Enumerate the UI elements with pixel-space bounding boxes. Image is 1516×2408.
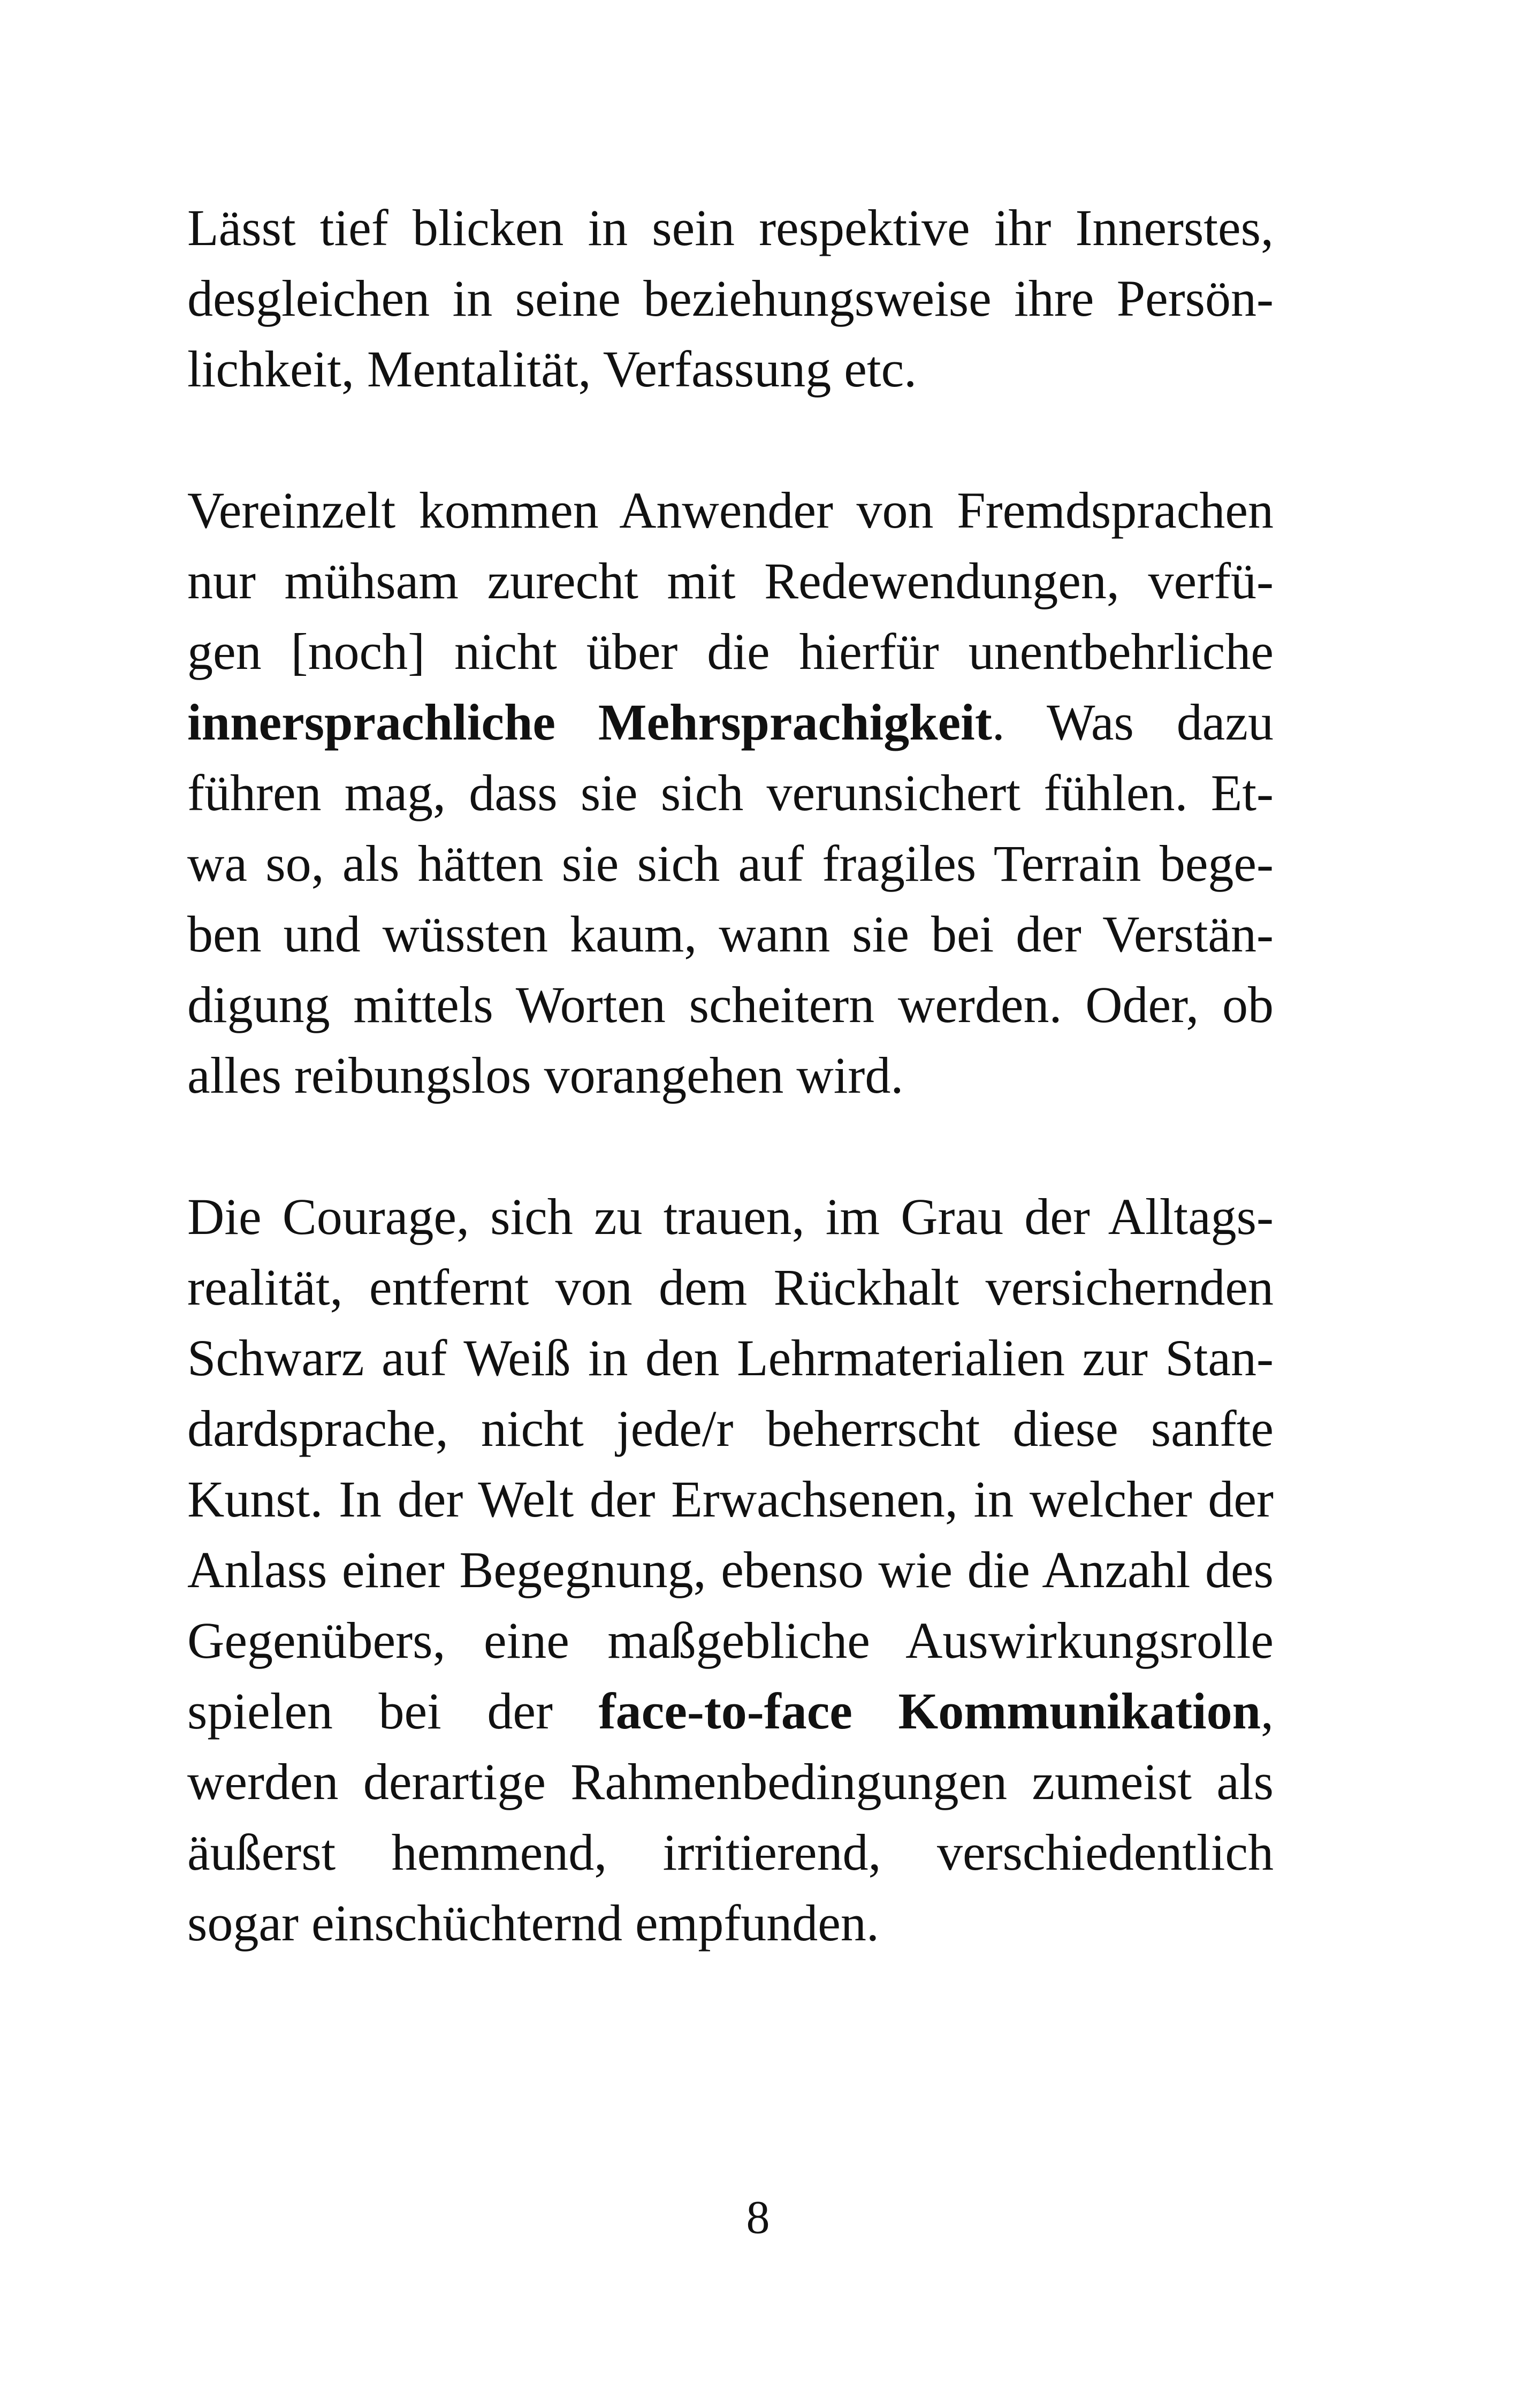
text-run: Anlass einer Begegnung, ebenso wie die Anzahl des: [187, 1541, 1274, 1598]
text-run: spielen bei der: [187, 1682, 599, 1740]
text-line: [187, 1676, 1274, 1747]
text-run: lichkeit, Mentalität, Verfassung etc.: [187, 340, 917, 398]
text-line: [187, 475, 1274, 546]
text-run: Gegenübers, eine maßgebliche Auswirkungsrolle: [187, 1612, 1274, 1669]
text-run: Kunst. In der Welt der Erwachsenen, in welcher der: [187, 1470, 1274, 1528]
text-line: [187, 1535, 1274, 1605]
text-run: äußerst hemmend, irritierend, verschiedentlich: [187, 1824, 1274, 1881]
text-run: wa so, als hätten sie sich auf fragiles Terrain bege-: [187, 835, 1274, 892]
text-line: [187, 1323, 1274, 1393]
text-line: [187, 1605, 1274, 1676]
text-run: nur mühsam zurecht mit Redewendungen, verfü-: [187, 552, 1274, 609]
text-line: [187, 899, 1274, 970]
text-run: . Was dazu: [992, 694, 1274, 751]
text-line: [187, 263, 1274, 334]
text-line: [187, 1182, 1274, 1252]
body-text: [187, 193, 1274, 2029]
paragraph-3: [187, 1182, 1274, 1959]
text-run: Schwarz auf Weiß in den Lehrmaterialien zur Stan-: [187, 1329, 1274, 1386]
text-run: alles reibungslos vorangehen wird.: [187, 1047, 904, 1104]
text-line: [187, 334, 1274, 405]
text-run: Vereinzelt kommen Anwender von Fremdsprachen: [187, 482, 1274, 539]
text-run: führen mag, dass sie sich verunsichert fühlen. Et-: [187, 764, 1274, 821]
text-line: [187, 616, 1274, 687]
text-line: [187, 1252, 1274, 1323]
text-run: gen [noch] nicht über die hierfür unentbehrliche: [187, 623, 1274, 680]
text-run: digung mittels Worten scheitern werden. Oder, ob: [187, 976, 1274, 1033]
text-line: [187, 828, 1274, 899]
text-run: werden derartige Rahmenbedingungen zumeist als: [187, 1753, 1274, 1810]
text-line: [187, 970, 1274, 1040]
bold-phrase: face-to-face Kommunikation: [598, 1682, 1261, 1740]
text-line: [187, 546, 1274, 616]
text-line: [187, 1464, 1274, 1535]
bold-phrase: innersprachliche Mehrsprachigkeit: [187, 694, 992, 751]
page-number: 8: [746, 2192, 770, 2244]
text-run: Lässt tief blicken in sein respektive ihr Innerstes,: [187, 199, 1274, 256]
text-run: ben und wüssten kaum, wann sie bei der Verstän-: [187, 905, 1274, 963]
text-run: sogar einschüchternd empfunden.: [187, 1894, 879, 1952]
text-line: [187, 193, 1274, 263]
text-line: [187, 1888, 1274, 1959]
paragraph-2: [187, 475, 1274, 1111]
text-line: [187, 1817, 1274, 1888]
text-line: [187, 1747, 1274, 1817]
text-run: desgleichen in seine beziehungsweise ihre Persön-: [187, 270, 1274, 327]
text-run: realität, entfernt von dem Rückhalt versichernden: [187, 1259, 1274, 1316]
text-line: [187, 758, 1274, 828]
text-line: [187, 1393, 1274, 1464]
text-run: Die Courage, sich zu trauen, im Grau der Alltags-: [187, 1188, 1274, 1245]
paragraph-1: [187, 193, 1274, 405]
text-line: [187, 1040, 1274, 1111]
text-run: dardsprache, nicht jede/r beherrscht diese sanfte: [187, 1400, 1274, 1457]
text-line: [187, 687, 1274, 758]
text-run: ,: [1261, 1682, 1274, 1740]
